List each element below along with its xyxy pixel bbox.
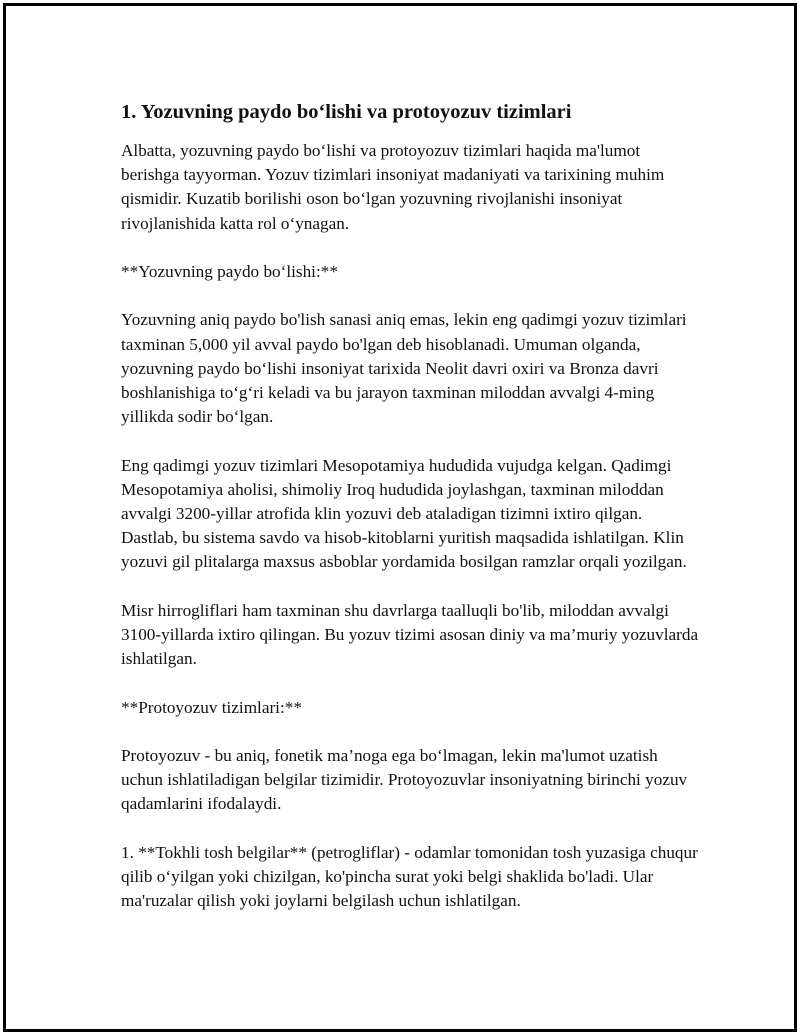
page-frame [3,3,797,1032]
paragraph-origin-date: Yozuvning aniq paydo bo'lish sanasi aniq emas, lekin eng qadimgi yozuv tizimlari taxminan 5,000 yil avval paydo bo'lgan deb hisoblanadi. Umuman olganda, yozuvning paydo bo‘lishi insoniyat tarixida Neolit davri oxiri va Bronza davri boshlanishiga to‘g‘ri keladi va bu jarayon taxminan miloddan avvalgi 4-ming yillikda sodir bo‘lgan. [121,310,687,427]
paragraph-intro: Albatta, yozuvning paydo bo‘lishi va protoyozuv tizimlari haqida ma'lumot berishga tayyorman. Yozuv tizimlari insoniyat madaniyati va tarixining muhim qismidir. Kuzatib borilishi oson bo‘lgan yozuvning rivojlanishi insoniyat rivojlanishida katta rol o‘ynagan. [121,141,665,233]
section-heading-origin: **Yozuvning paydo bo‘lishi:** [121,262,338,281]
paragraph-protowriting-definition: Protoyozuv - bu aniq, fonetik ma’noga ega bo‘lmagan, lekin ma'lumot uzatish uchun ishlatiladigan belgilar tizimidir. Protoyozuvlar insoniyatning birinchi yozuv qadamlarini ifodalaydi. [121,745,688,814]
list-item-petroglyphs: 1. **Tokhli tosh belgilar** (petrogliflar) - odamlar tomonidan tosh yuzasiga chuqur qilib o‘yilgan yoki chizilgan, ko'pincha surat yoki belgi shaklida bo'ladi. Ular ma'ruzalar qilish yoki joylarni belgilash uchun ishlatilgan. [121,842,698,911]
paragraph-egypt-hieroglyphs: Misr hirrogliflari ham taxminan shu davrlarga taalluqli bo'lib, miloddan avvalgi 3100-yillarda ixtiro qilingan. Bu yozuv tizimi asosan diniy va ma’muriy yozuvlarda ishlatilgan. [121,600,699,669]
section-heading-protowriting: **Protoyozuv tizimlari:** [121,697,302,717]
paragraph-mesopotamia: Eng qadimgi yozuv tizimlari Mesopotamiya hududida vujudga kelgan. Qadimgi Mesopotamiya aholisi, shimoliy Iroq hududida joylashgan, taxminan miloddan avvalgi 3200-yillar atrofida klin yozuvi deb ataladigan tizimni ixtiro qilgan. Dastlab, bu sistema savdo va hisob-kitoblarni yuritish maqsadida ishlatilgan. Klin yozuvi gil plitalarga maxsus asboblar yordamida bosilgan ramzlar orqali yozilgan. [121,455,687,572]
document-body [121,99,701,938]
document-title: 1. Yozuvning paydo bo‘lishi va protoyozuv tizimlari [121,101,572,123]
